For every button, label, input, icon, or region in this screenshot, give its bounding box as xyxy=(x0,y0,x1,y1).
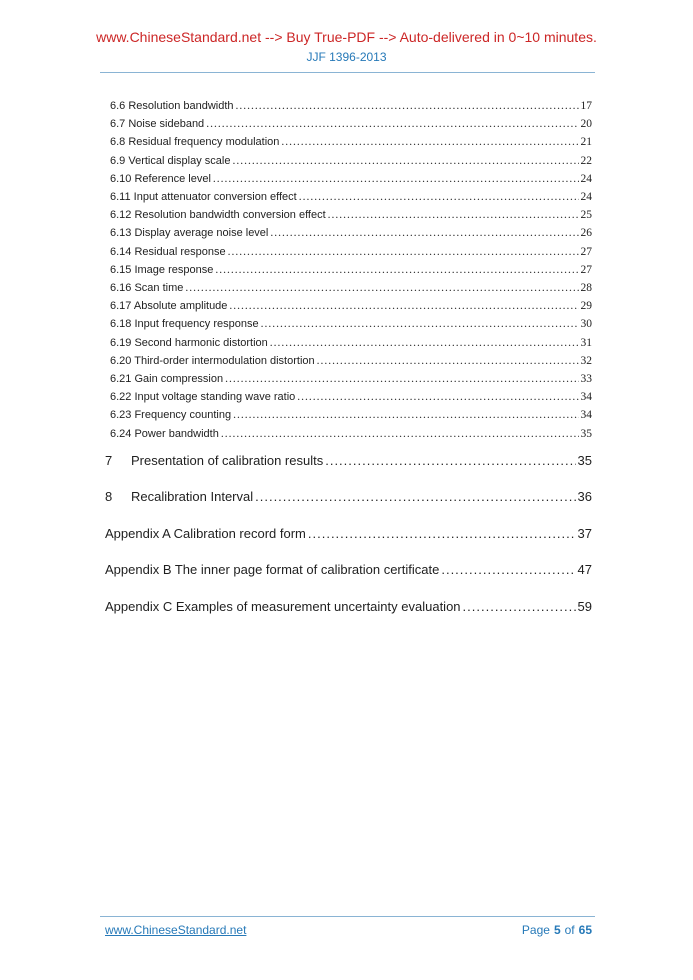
toc-entry-page: 59 xyxy=(577,598,592,614)
toc-entry[interactable] xyxy=(105,97,592,115)
dot-leader xyxy=(230,152,578,170)
toc-entry-page: 21 xyxy=(580,136,592,149)
toc-entry-label: 6.18 Input frequency response xyxy=(110,318,259,331)
dot-leader xyxy=(268,224,578,242)
toc-entry-label: 6.9 Vertical display scale xyxy=(110,154,231,167)
toc-entry[interactable] xyxy=(105,598,592,615)
toc-entry-page: 28 xyxy=(580,282,592,295)
toc-entry-label: Appendix C Examples of measurement uncertainty evaluation xyxy=(105,598,461,614)
toc-entry-label: 6.17 Absolute amplitude xyxy=(110,300,228,313)
toc-entry[interactable] xyxy=(105,170,592,188)
toc-entry-page: 30 xyxy=(580,318,592,331)
toc-entry-label: 6.20 Third-order intermodulation distortion xyxy=(110,354,315,367)
toc-entry-label: 6.7 Noise sideband xyxy=(110,118,205,131)
toc-entry-page: 35 xyxy=(580,427,592,440)
toc-entry-label: 6.23 Frequency counting xyxy=(110,409,232,422)
toc-entry[interactable] xyxy=(105,388,592,406)
toc-entry-label: Presentation of calibration results xyxy=(131,452,324,468)
toc-entry[interactable] xyxy=(105,370,592,388)
page-total: 65 xyxy=(578,923,592,937)
toc-entry-label: 6.21 Gain compression xyxy=(110,373,224,386)
toc-entry-page: 32 xyxy=(580,354,592,367)
toc-entry[interactable] xyxy=(105,297,592,315)
toc-entry-page: 26 xyxy=(580,227,592,240)
dot-leader xyxy=(297,188,579,206)
toc-entry-page: 24 xyxy=(580,191,592,204)
toc-entry[interactable] xyxy=(105,188,592,206)
toc-entry-page: 36 xyxy=(577,489,592,505)
toc-entry-page: 34 xyxy=(580,409,592,422)
dot-leader xyxy=(315,352,579,370)
toc-entry-page: 17 xyxy=(580,100,592,112)
toc-entry-label: 6.13 Display average noise level xyxy=(110,227,269,240)
toc-entry-page: 22 xyxy=(580,154,592,167)
footer-site-link[interactable]: www.ChineseStandard.net xyxy=(105,923,247,937)
dot-leader xyxy=(253,488,575,505)
toc-entry-label: Appendix A Calibration record form xyxy=(105,525,306,541)
toc-entry[interactable] xyxy=(105,406,592,424)
page-current: 5 xyxy=(553,923,561,937)
toc-entry-label: 6.22 Input voltage standing wave ratio xyxy=(110,391,296,404)
toc-entry[interactable] xyxy=(105,488,592,505)
toc-entry-page: 24 xyxy=(580,172,592,185)
toc-entry-label: 6.19 Second harmonic distortion xyxy=(110,336,268,349)
footer-rule xyxy=(100,916,595,917)
table-of-contents xyxy=(105,97,592,634)
dot-leader xyxy=(219,425,579,443)
dot-leader xyxy=(226,243,579,261)
toc-entry[interactable] xyxy=(105,224,592,242)
toc-entry[interactable] xyxy=(105,452,592,469)
dot-leader xyxy=(268,334,579,352)
toc-entry-page: 35 xyxy=(577,452,592,468)
dot-leader xyxy=(295,388,578,406)
toc-entry-page: 27 xyxy=(580,245,592,258)
toc-entry-page: 25 xyxy=(580,209,592,222)
document-code: JJF 1396-2013 xyxy=(306,50,387,64)
dot-leader xyxy=(183,279,578,297)
toc-entry-label: 6.15 Image response xyxy=(110,263,214,276)
toc-entry-label: 6.10 Reference level xyxy=(110,172,211,185)
toc-entry-page: 34 xyxy=(580,391,592,404)
toc-entry[interactable] xyxy=(105,425,592,443)
toc-entry-page: 37 xyxy=(577,525,592,541)
page-word: Page xyxy=(521,923,550,937)
toc-entry[interactable] xyxy=(105,315,592,333)
toc-entry-label: 6.14 Residual response xyxy=(110,245,226,258)
dot-leader xyxy=(234,97,579,115)
toc-entry-page: 20 xyxy=(580,118,592,131)
toc-entry[interactable] xyxy=(105,352,592,370)
toc-entry[interactable] xyxy=(105,279,592,297)
toc-entry-label: Appendix B The inner page format of calibration certificate xyxy=(105,562,440,578)
toc-entry-label: 6.11 Input attenuator conversion effect xyxy=(110,191,297,204)
page-number-indicator xyxy=(522,923,592,937)
toc-entry-label: 6.16 Scan time xyxy=(110,282,184,295)
toc-entry-label: 6.24 Power bandwidth xyxy=(110,427,219,440)
toc-entry[interactable] xyxy=(105,133,592,151)
dot-leader xyxy=(227,297,578,315)
toc-subsection-list xyxy=(105,97,592,443)
toc-entry[interactable] xyxy=(105,334,592,352)
page-of-word: of xyxy=(564,923,575,937)
dot-leader xyxy=(461,598,576,615)
dot-leader xyxy=(223,370,578,388)
dot-leader xyxy=(306,525,576,542)
toc-entry[interactable] xyxy=(105,243,592,261)
toc-entry[interactable] xyxy=(105,525,592,542)
toc-entry-label: 6.6 Resolution bandwidth xyxy=(110,100,234,112)
dot-leader xyxy=(279,133,578,151)
dot-leader xyxy=(231,406,578,424)
dot-leader xyxy=(259,315,579,333)
toc-entry-page: 27 xyxy=(580,263,592,276)
toc-entry-label: 6.8 Residual frequency modulation xyxy=(110,136,280,149)
toc-entry-page: 29 xyxy=(580,300,592,313)
toc-entry-page: 47 xyxy=(577,562,592,578)
page-footer xyxy=(105,923,592,937)
toc-entry-label: Recalibration Interval xyxy=(131,489,254,505)
toc-entry[interactable] xyxy=(105,261,592,279)
toc-entry-page: 31 xyxy=(580,336,592,349)
dot-leader xyxy=(326,206,579,224)
toc-entry-page: 33 xyxy=(580,373,592,386)
toc-entry[interactable] xyxy=(105,152,592,170)
toc-entry-number: 8 xyxy=(105,489,113,505)
toc-entry[interactable] xyxy=(105,206,592,224)
toc-entry[interactable] xyxy=(105,561,592,578)
dot-leader xyxy=(204,115,578,133)
dot-leader xyxy=(439,561,575,578)
header-banner-link[interactable]: www.ChineseStandard.net --> Buy True-PDF --> Auto-delivered in 0~10 minutes. xyxy=(96,29,597,45)
dot-leader xyxy=(323,452,575,469)
header-rule xyxy=(100,72,595,73)
dot-leader xyxy=(211,170,579,188)
dot-leader xyxy=(213,261,578,279)
toc-section-list xyxy=(105,452,592,615)
toc-entry[interactable] xyxy=(105,115,592,133)
toc-entry-number: 7 xyxy=(105,452,113,468)
toc-entry-label: 6.12 Resolution bandwidth conversion effect xyxy=(110,209,326,222)
